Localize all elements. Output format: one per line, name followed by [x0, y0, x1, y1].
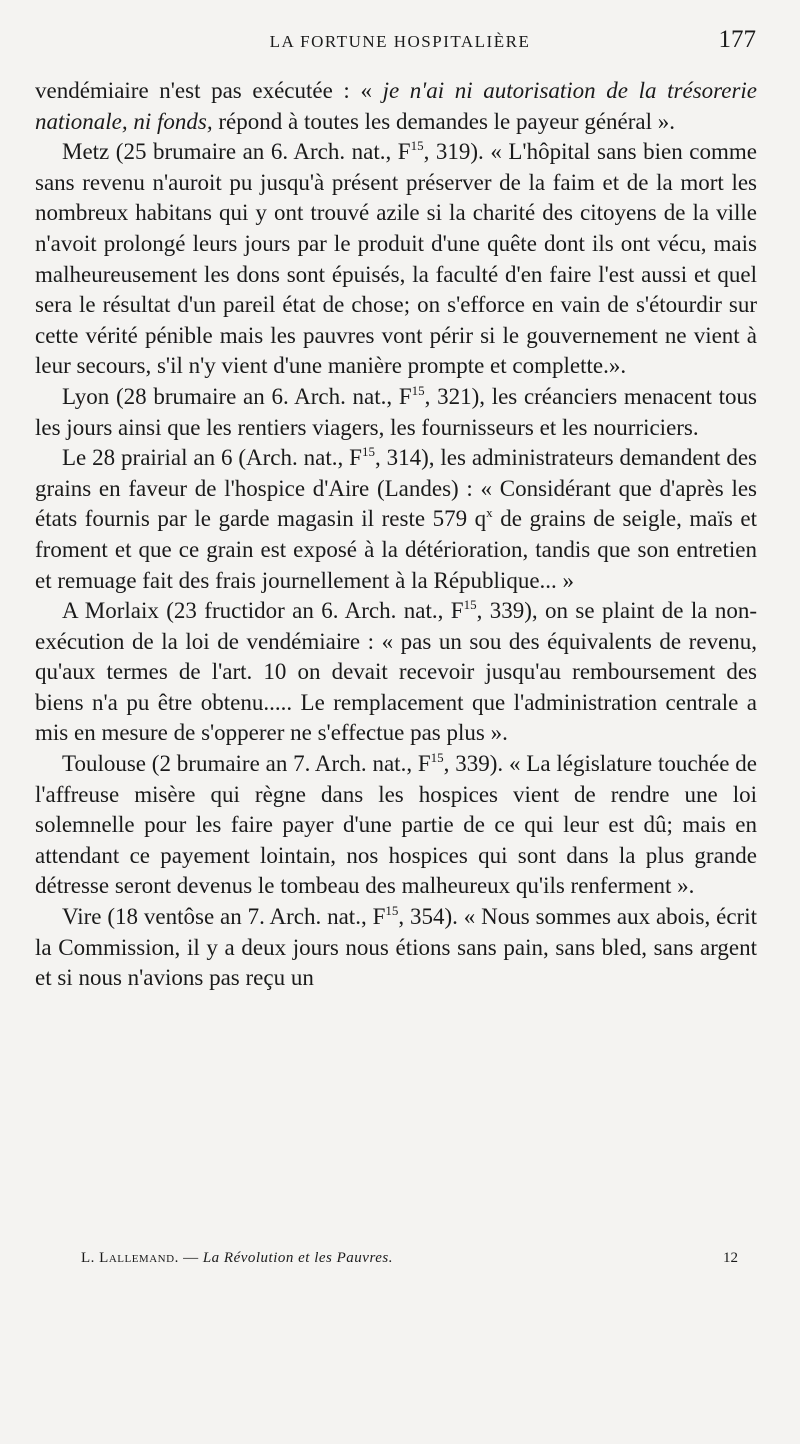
text-run: , 354). « Nous sommes aux abois, écrit la Commission, il y a deux jours nous étions sans pain, sans bled, sans argent et si nous n'avions pas reçu un	[35, 904, 757, 991]
text-run: , 314), les administrateurs demandent des grains en faveur de l'hospice d'Aire (Landes) : « Considérant que d'après les états fournis par le garde magasin il reste 579 q	[35, 445, 757, 532]
text-run: Vire (18 ventôse an 7. Arch. nat., F	[62, 904, 386, 930]
footer-book-title: La Révolution et les Pauvres.	[202, 1250, 393, 1266]
italic-run: je n'ai ni autorisation de la trésorerie nationale, ni fonds,	[35, 78, 757, 134]
text-run: Lyon (28 brumaire an 6. Arch. nat., F	[62, 383, 412, 409]
running-head	[0, 26, 800, 60]
text-run: , 339), on se plaint de la non-exécution de la loi de vendémiaire : « pas un sou des équivalents de revenu, qu'aux termes de l'art. 10 on devait recevoir jusqu'au remboursement des biens n'a pu être obtenu..... Le remplacement que l'administration centrale a mis en mesure de s'opperer ne s'effectue pas plus ».	[35, 598, 758, 746]
page-number: 177	[718, 26, 756, 53]
superscript: 15	[410, 138, 424, 154]
paragraph	[35, 749, 757, 902]
paragraph	[35, 382, 757, 443]
superscript: 15	[361, 444, 375, 460]
superscript: x	[486, 505, 493, 521]
signature-mark: 12	[723, 1250, 738, 1266]
footer-credit	[81, 1250, 393, 1267]
superscript: 15	[430, 750, 444, 766]
body-text	[35, 76, 757, 994]
text-run: A Morlaix (23 fructidor an 6. Arch. nat., F	[62, 598, 464, 624]
text-run: Metz (25 brumaire an 6. Arch. nat., F	[62, 139, 411, 165]
footer-author-initial: L.	[81, 1250, 100, 1266]
paragraph	[35, 137, 757, 382]
text-run: répond à toutes les demandes le payeur général ».	[212, 108, 676, 134]
footer-separator: . —	[174, 1250, 203, 1266]
paragraph	[35, 596, 757, 749]
text-run: vendémiaire n'est pas exécutée : «	[35, 78, 383, 103]
superscript: 15	[411, 382, 425, 398]
paragraph	[35, 902, 757, 994]
text-run: Le 28 prairial an 6 (Arch. nat., F	[62, 445, 362, 471]
text-run: , 319). « L'hôpital sans bien comme sans revenu n'auroit pu jusqu'à présent préserver de la faim et de la mort les nombreux habitans qui y ont trouvé azile si la charité des citoyens de la ville n'avoit prolongé leurs jours par le produit d'une quête dont ils ont vécu, mais malheureusement les dons sont épuisés, la faculté d'en faire l'est aussi et quel sera le résultat d'un pareil état de chose; on s'efforce en vain de s'étourdir sur cette vérité pénible mais les pauvres vont périr si le gouvernement ne vient à leur secours, s'il n'y vient d'une manière prompte et complette.».	[35, 139, 757, 379]
text-run: de grains de seigle, maïs et froment et que ce grain est exposé à la détérioration, tandis que son entretien et remuage fait des frais journellement à la République... »	[35, 506, 757, 593]
text-run: , 339). « La législature touchée de l'affreuse misère qui règne dans les hospices vient de rendre une loi solemnelle pour les faire payer d'une partie de ce qui leur est dû; mais en attendant ce payement lointain, nos hospices qui sont dans la plus grande détresse seront devenus le tombeau des malheureux qu'ils renferment ».	[35, 751, 757, 899]
running-title: LA FORTUNE HOSPITALIÈRE	[269, 32, 531, 51]
text-run: , 321), les créanciers menacent tous les jours ainsi que les rentiers viagers, les fournisseurs et les nourriciers.	[35, 383, 757, 440]
superscript: 15	[463, 597, 477, 613]
paragraph	[35, 76, 757, 137]
footer-author-name: Lallemand	[99, 1250, 175, 1266]
paragraph	[35, 443, 757, 596]
text-run: Toulouse (2 brumaire an 7. Arch. nat., F	[62, 751, 431, 777]
superscript: 15	[385, 903, 399, 919]
